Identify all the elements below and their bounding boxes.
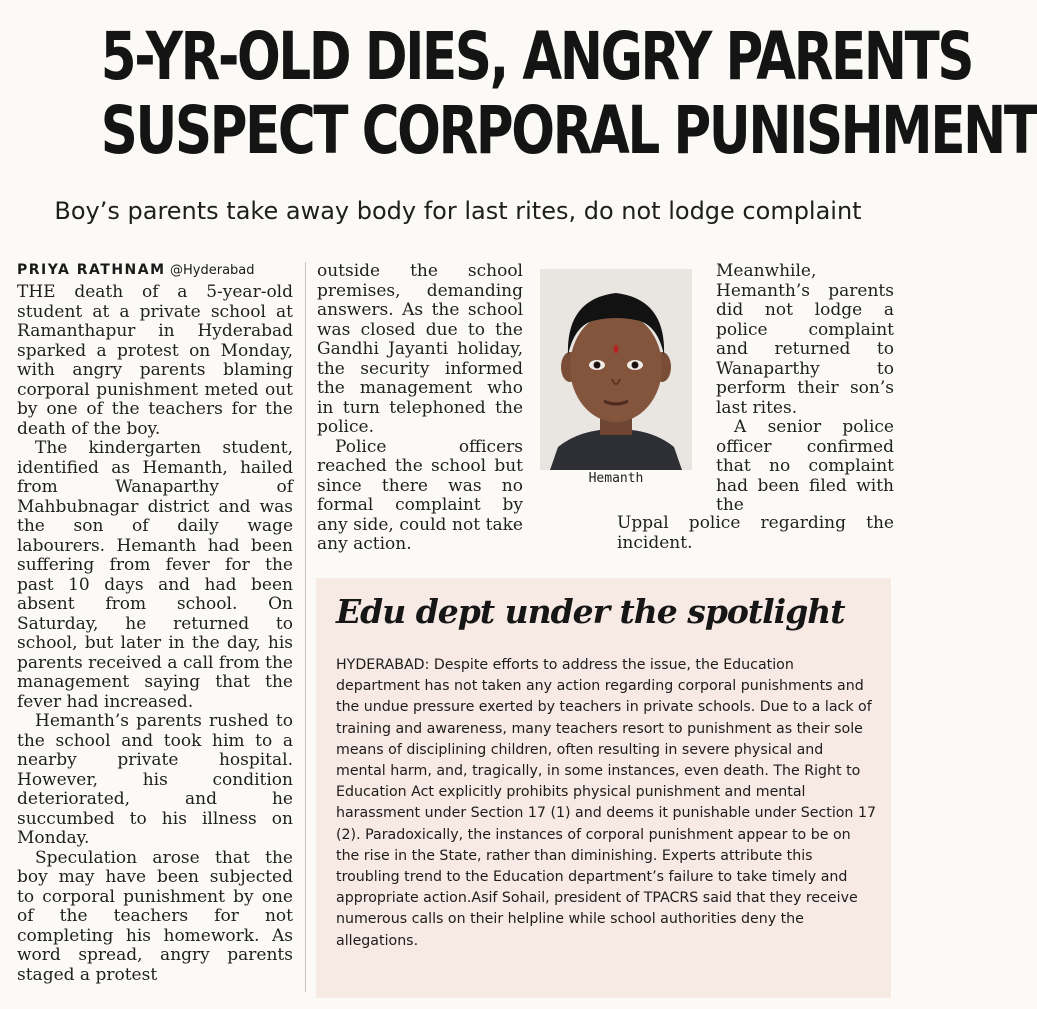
photo-caption: Hemanth (588, 471, 644, 486)
headline-line-2: SUSPECT CORPORAL PUNISHMENT (100, 92, 1037, 169)
article-column-1 (17, 283, 293, 985)
article-paragraph: outside the school premises, demanding answers. As the school was closed due to the Gandhi Jayanti holiday, the security informed the management who in turn telephoned the police. (317, 261, 523, 437)
boy-photo (540, 269, 692, 470)
article-column-3 (716, 262, 894, 516)
article-paragraph: Meanwhile, Hemanth’s parents did not lodge a police complaint and returned to Wanaparthy to perform their son’s last rites. (716, 261, 894, 418)
article-paragraph: Hemanth’s parents rushed to the school and took him to a nearby private hospital. However, his condition deteriorated, and he succumbed to his illness on Monday. (17, 711, 293, 848)
portrait-image (540, 269, 692, 470)
column-divider (305, 262, 306, 992)
article-paragraph: A senior police officer confirmed that no complaint had been filed with the (716, 417, 894, 515)
byline-location: @Hyderabad (170, 263, 255, 278)
article-paragraph: Uppal police regarding the incident. (617, 513, 894, 553)
sidebar-box (316, 578, 891, 998)
headline-line-1: 5-YR-OLD DIES, ANGRY PARENTS (100, 18, 973, 95)
article-column-3-continued (617, 514, 894, 553)
sidebar-title: Edu dept under the spotlight (336, 592, 845, 631)
article-paragraph: THE death of a 5-year-old student at a private school at Ramanthapur in Hyderabad sparked a protest on Monday, with angry parents blaming corporal punishment meted out by one of the teachers for the death of the boy. (17, 282, 293, 439)
byline (17, 262, 255, 278)
article-paragraph: The kindergarten student, identified as Hemanth, hailed from Wanaparthy of Mahbubnagar district and was the son of daily wage labourers. Hemanth had been suffering from fever for the past 10 days and had been absent from school. On Saturday, he returned to school, but later in the day, his parents received a call from the management saying that the fever had increased. (17, 438, 293, 712)
article-paragraph: Police officers reached the school but since there was no formal complaint by any side, could not take any action. (317, 436, 523, 554)
byline-author: PRIYA RATHNAM (17, 262, 166, 278)
article-column-2 (317, 262, 523, 555)
article-paragraph: Speculation arose that the boy may have been subjected to corporal punishment by one of the teachers for not completing his homework. As word spread, angry parents staged a protest (17, 847, 293, 985)
sidebar-body: HYDERABAD: Despite efforts to address the issue, the Education department has not taken any action regarding corporal punishments and the undue pressure exerted by teachers in private schools. Due to a lack of training and awareness, many teachers resort to punishment as their sole means of disciplining children, often resulting in severe physical and mental harm, and, tragically, in some instances, even death. The Right to Education Act explicitly prohibits physical punishment and mental harassment under Section 17 (1) and deems it punishable under Section 17 (2). Paradoxically, the instances of corporal punishment appear to be on the rise in the State, rather than diminishing. Experts attribute this troubling trend to the Education department’s failure to take timely and appropriate action.Asif Sohail, president of TPACRS said that they receive numerous calls on their helpline while school authorities deny the allegations. (336, 657, 876, 949)
subheadline: Boy’s parents take away body for last rites, do not lodge complaint (54, 197, 862, 225)
